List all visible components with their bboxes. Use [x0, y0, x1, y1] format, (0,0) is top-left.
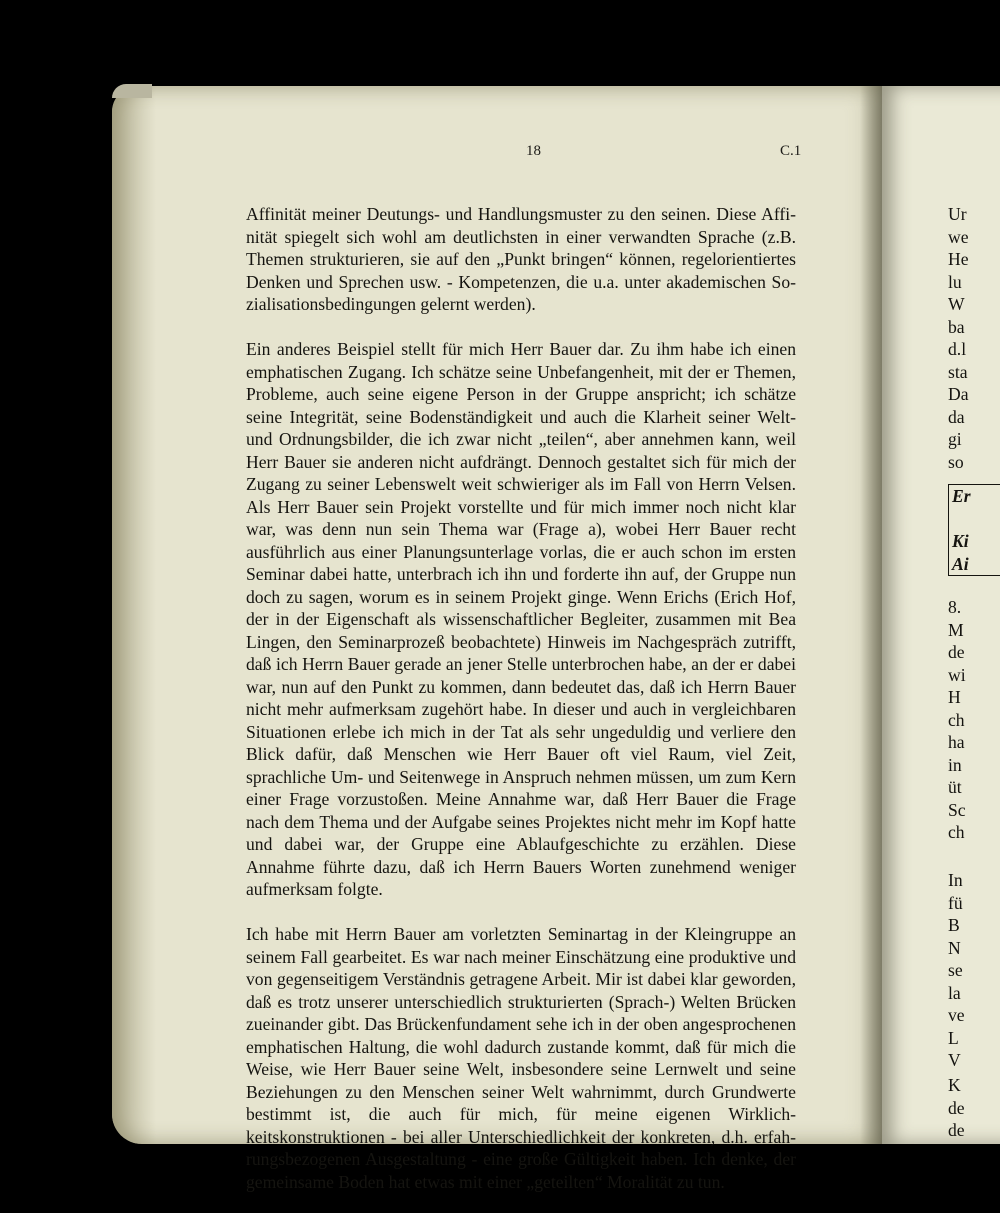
fragment-line — [952, 508, 1000, 531]
fragment-line: B — [948, 915, 960, 935]
fragment-line: N — [948, 937, 961, 958]
fragment-line: Sc — [948, 799, 966, 820]
fragment-line: de — [948, 1097, 965, 1118]
page-edge — [112, 84, 152, 98]
fragment-line: üt — [948, 777, 962, 797]
page-number: 18 — [526, 143, 541, 159]
fragment-line: Ki — [952, 531, 969, 551]
section-code: C.1 — [780, 143, 802, 159]
fragment-line: K — [948, 1075, 961, 1095]
fragment-line: la — [948, 982, 961, 1003]
fragment-line: we — [948, 226, 969, 247]
fragment-line: fü — [948, 892, 963, 913]
right-page-boxed-heading — [948, 484, 1000, 576]
fragment-line: so — [948, 451, 964, 472]
fragment-line: d.l — [948, 339, 967, 359]
fragment-line: 8. — [948, 597, 962, 617]
fragment-line: da — [948, 406, 965, 427]
fragment-line: de — [948, 1120, 965, 1140]
fragment-line: sta — [948, 361, 968, 382]
fragment-line: se — [948, 960, 963, 980]
fragment-line: In — [948, 870, 963, 890]
right-page-fragments-3 — [948, 869, 1000, 1072]
fragment-line: Ai — [952, 553, 969, 574]
fragment-line: lu — [948, 271, 962, 292]
fragment-line: W — [948, 294, 965, 314]
fragment-line: H — [948, 687, 961, 707]
fragment-line: ch — [948, 822, 965, 842]
right-page-fragments-4 — [948, 1074, 1000, 1142]
fragment-line: de — [948, 642, 965, 662]
body-text — [246, 203, 796, 1213]
fragment-line: M — [948, 619, 964, 640]
paragraph: Ich habe mit Herrn Bauer am vorletzten Seminartag in der Kleingruppe an seinem Fall gearbeitet. Es war nach meiner Einschätzung eine produktive und von gegenseitigem Verständnis getragene Arbeit. Mir ist dabei klar geworden, daß es trotz unserer unterschiedlich strukturierten (Sprach-) Welten Brücken zueinander gibt. Das Brückenfundament sehe ich in der oben angesprochenen emphatischen Haltung, die wohl dadurch zustande kommt, daß für mich die Weise, wie Herr Bauer seine Welt, insbesondere seine Lernwelt und seine Beziehungen zu den Menschen seiner Welt wahrnimmt, durch Grundwerte bestimmt ist, die auch für mich, für meine eigenen Wirklichkeitskonstruktionen - bei aller Unterschiedlichkeit der konkreten, d.h. erfahrungsbezogenen Ausgestaltung - eine große Gültigkeit haben. Ich denke, der gemeinsame Boden hat etwas mit einer „geteilten“ Moralität zu tun. — [246, 924, 796, 1192]
fragment-line: He — [948, 249, 969, 269]
fragment-line: Da — [948, 384, 969, 404]
right-page-fragments-2 — [948, 596, 1000, 844]
fragment-line: V — [948, 1050, 961, 1070]
fragment-line: Er — [952, 486, 971, 506]
fragment-line: gi — [948, 429, 962, 449]
right-page-fragments-1 — [948, 203, 1000, 473]
paragraph: Affinität meiner Deutungs- und Handlungsmuster zu den seinen. Diese Affinität spiegelt sich wohl am deutlichsten in einer verwandten Sprache (z.B. Themen strukturieren, sie auf den „Punkt bringen“ können, regelorientiertes Denken und Sprechen usw. - Kompetenzen, die u.a. unter akademischen Sozialisationsbedingungen gelernt werden). — [246, 204, 796, 314]
fragment-line: Ur — [948, 204, 967, 224]
fragment-line: ch — [948, 709, 965, 730]
fragment-line: ba — [948, 316, 965, 337]
paragraph: Ein anderes Beispiel stellt für mich Herr Bauer dar. Zu ihm habe ich einen emphatischen Zugang. Ich schätze seine Unbefangenheit, mit der er Themen, Probleme, auch seine eigene Person in der Gruppe anspricht; ich schätze seine Integrität, seine Bodenständigkeit und auch die Klarheit seiner Welt- und Ordnungsbilder, die ich zwar nicht „teilen“, aber annehmen kann, weil Herr Bauer sie anderen nicht aufdrängt. Dennoch gestaltet sich für mich der Zugang zu seiner Lebenswelt weit schwieriger als im Fall von Herrn Velsen. Als Herr Bauer sein Projekt vorstellte und für mich immer noch nicht klar war, was denn nun sein Thema war (Frage a), wobei Herr Bauer recht ausführlich aus einer Planungsunterlage vorlas, die er auch schon im ersten Seminar dabei hatte, unterbrach ich ihn und forderte ihn auf, der Gruppe nun doch zu sagen, worum es in seinem Projekt ginge. Wenn Erichs (Erich Hof, der in der Eigenschaft als wissenschaftlicher Begleiter, zusammen mit Bea Lingen, den Seminarprozeß beobachtete) Hinweis im Nachgespräch zutrifft, daß ich Herrn Bauer gerade an jener Stelle unterbrochen habe, an der er dabei war, nun auf den Punkt zu kommen, dann bedeutet das, daß ich Herrn Bauer nicht mehr aufmerksam zugehört habe. In dieser und auch in vergleichbaren Situationen erlebe ich mich in der Tat als sehr ungeduldig und verliere den Blick dafür, daß Menschen wie Herr Bauer oft viel Raum, viel Zeit, sprachliche Um- und Seitenwege in Anspruch nehmen müssen, um zum Kern einer Frage vorzustoßen. Meine Annahme war, daß Herr Bauer die Frage nach dem Thema und der Aufgabe seines Projektes nicht mehr im Kopf hatte und dabei war, der Gruppe eine Ablaufgeschichte zu erzählen. Diese Annahme führte dazu, daß ich Herrn Bauers Worten zunehmend weniger aufmerksam folgte. — [246, 339, 796, 899]
fragment-line: ve — [948, 1005, 965, 1025]
fragment-line: L — [948, 1027, 959, 1048]
fragment-line: wi — [948, 664, 966, 685]
fragment-line: ha — [948, 732, 965, 752]
fragment-line: in — [948, 754, 962, 775]
